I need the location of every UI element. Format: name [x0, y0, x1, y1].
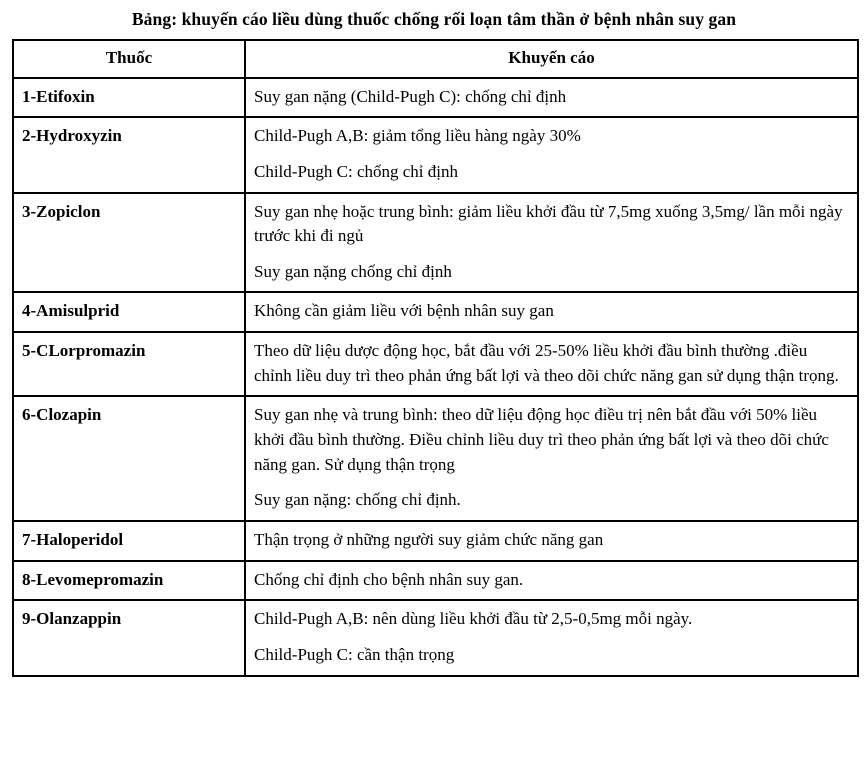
recommendation-paragraph: Child-Pugh A,B: nên dùng liều khởi đầu từ 2,5-0,5mg mỗi ngày. [254, 609, 693, 629]
drug-name: 5-CLorpromazin [13, 332, 245, 396]
table-body [13, 78, 858, 676]
recommendation-paragraph: Thận trọng ở những người suy giảm chức năng gan [254, 529, 604, 549]
table-row [13, 396, 858, 521]
recommendation-paragraph: Child-Pugh C: cần thận trọng [254, 644, 455, 664]
column-header-recommendation: Khuyến cáo [245, 40, 858, 78]
recommendation-paragraph: Chống chỉ định cho bệnh nhân suy gan. [254, 569, 524, 589]
recommendation-cell [245, 193, 858, 293]
recommendation-paragraph: Không cần giảm liều với bệnh nhân suy gan [254, 301, 554, 321]
recommendation-paragraph: Suy gan nặng (Child-Pugh C): chống chỉ định [254, 86, 567, 106]
recommendation-paragraph: Suy gan nhẹ và trung bình: theo dữ liệu động học điều trị nên bắt đầu với 50% liều khởi đầu bình thường. Điều chỉnh liều duy trì theo phản ứng bất lợi và theo dõi chức năng gan. Sử dụng thận trọng [254, 405, 829, 474]
drug-name: 4-Amisulprid [13, 292, 245, 332]
recommendation-cell [245, 332, 858, 396]
table-title: Bảng: khuyến cáo liều dùng thuốc chống rối loạn tâm thần ở bệnh nhân suy gan [131, 9, 737, 29]
recommendation-paragraph: Theo dữ liệu dược động học, bắt đầu với 25-50% liều khởi đầu bình thường .điều chỉnh liều duy trì theo phản ứng bất lợi và theo dõi chức năng gan sử dụng thận trọng. [254, 341, 839, 385]
recommendation-cell [245, 117, 858, 192]
table-row [13, 521, 858, 561]
recommendation-cell [245, 78, 858, 118]
drug-name: 3-Zopiclon [13, 193, 245, 293]
recommendation-paragraph: Child-Pugh A,B: giảm tổng liều hàng ngày 30% [254, 126, 581, 146]
table-row [13, 332, 858, 396]
drug-name: 1-Etifoxin [13, 78, 245, 118]
recommendation-cell [245, 600, 858, 675]
drug-name: 9-Olanzappin [13, 600, 245, 675]
recommendation-paragraph: Suy gan nặng: chống chỉ định. [254, 490, 461, 510]
table-row [13, 600, 858, 675]
table-row [13, 561, 858, 601]
table-row [13, 78, 858, 118]
recommendation-cell [245, 396, 858, 521]
table-header-row [13, 40, 858, 78]
recommendation-paragraph: Child-Pugh C: chống chỉ định [254, 161, 458, 181]
drug-name: 7-Haloperidol [13, 521, 245, 561]
drug-name: 6-Clozapin [13, 396, 245, 521]
recommendation-cell [245, 292, 858, 332]
recommendation-cell [245, 521, 858, 561]
column-header-drug: Thuốc [13, 40, 245, 78]
recommendation-paragraph: Suy gan nặng chống chỉ định [254, 261, 452, 281]
drug-name: 2-Hydroxyzin [13, 117, 245, 192]
drug-name: 8-Levomepromazin [13, 561, 245, 601]
recommendation-cell [245, 561, 858, 601]
table-row [13, 193, 858, 293]
recommendation-paragraph: Suy gan nhẹ hoặc trung bình: giảm liều khởi đầu từ 7,5mg xuống 3,5mg/ lần mỗi ngày trước khi đi ngủ [254, 201, 843, 246]
dose-recommendation-table [12, 39, 859, 677]
table-row [13, 292, 858, 332]
table-row [13, 117, 858, 192]
